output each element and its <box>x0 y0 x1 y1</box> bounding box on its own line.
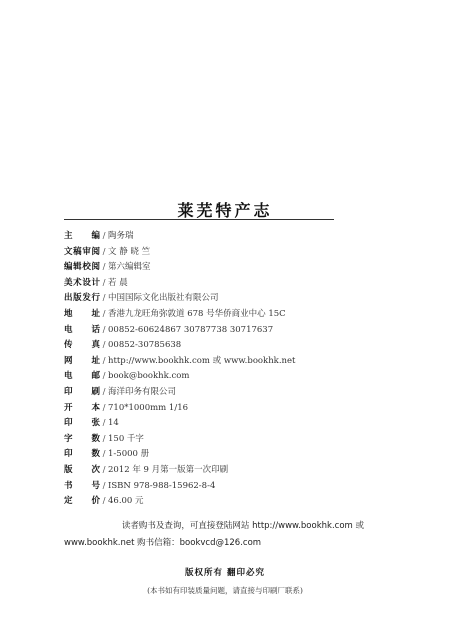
colophon-row <box>64 416 394 432</box>
colophon-row <box>64 494 394 510</box>
colophon-separator: / <box>102 340 106 351</box>
colophon-row <box>64 229 394 245</box>
colophon-label: 版 次 <box>64 464 100 475</box>
colophon-separator: / <box>102 231 106 241</box>
colophon-value: ISBN 978-988-15962-8-4 <box>108 480 216 491</box>
contact-line-2: www.bookhk.net 购书信箱：bookvcd@126.com <box>64 538 262 548</box>
colophon-separator: / <box>102 262 106 273</box>
colophon-row <box>64 291 394 307</box>
colophon-label: 传 真 <box>64 340 100 351</box>
colophon-row <box>64 276 394 292</box>
colophon-value: 00852-30785638 <box>108 340 182 351</box>
colophon-value: 中国国际文化出版社有限公司 <box>108 293 219 304</box>
copyright-notice: 版权所有 翻印必究 <box>185 568 265 578</box>
colophon-separator: / <box>102 355 106 366</box>
colophon-separator: / <box>102 433 106 444</box>
colophon-value: 第六编辑室 <box>108 262 151 273</box>
colophon-separator: / <box>102 418 106 429</box>
colophon-value: book@bookhk.com <box>108 371 190 382</box>
colophon-row <box>64 463 394 479</box>
colophon-separator: / <box>102 449 106 460</box>
book-title: 莱芜特产志 <box>177 201 273 220</box>
colophon-value: 陶务瑞 <box>108 231 134 241</box>
colophon-label: 电 话 <box>64 324 100 335</box>
colophon-value: http://www.bookhk.com 或 www.bookhk.net <box>108 355 296 366</box>
colophon-value: 46.00 元 <box>108 496 144 507</box>
colophon-label: 书 号 <box>64 480 100 491</box>
colophon-separator: / <box>102 293 106 304</box>
colophon-separator: / <box>102 371 106 382</box>
colophon-separator: / <box>102 308 106 319</box>
colophon-list <box>64 229 394 510</box>
printing-notice: (本书如有印装质量问题，请直接与印刷厂联系) <box>147 586 303 595</box>
colophon-separator: / <box>102 480 106 491</box>
colophon-label: 网 址 <box>64 355 100 366</box>
colophon-row <box>64 447 394 463</box>
colophon-label: 电 邮 <box>64 371 100 382</box>
colophon-row <box>64 401 394 417</box>
colophon-value: 香港九龙旺角弥敦道 678 号华侨商业中心 15C <box>108 308 286 319</box>
colophon-row <box>64 260 394 276</box>
colophon-row <box>64 323 394 339</box>
colophon-row <box>64 338 394 354</box>
contact-line-1: 读者购书及查询，可直接登陆网站 http://www.bookhk.com 或 <box>121 521 364 531</box>
colophon-label: 出版发行 <box>64 293 100 304</box>
colophon-separator: / <box>102 324 106 335</box>
colophon-value: 文 静 晓 竺 <box>108 246 151 257</box>
colophon-value: 710*1000mm 1/16 <box>108 402 189 413</box>
colophon-label: 主 编 <box>64 231 100 241</box>
colophon-row <box>64 479 394 495</box>
colophon-separator: / <box>102 246 106 257</box>
colophon-label: 编辑校阅 <box>64 262 100 273</box>
colophon-row <box>64 354 394 370</box>
colophon-value: 14 <box>108 418 119 429</box>
colophon-label: 字 数 <box>64 433 100 444</box>
colophon-value: 若 晨 <box>108 277 128 288</box>
colophon-row <box>64 432 394 448</box>
colophon-value: 1-5000 册 <box>108 449 150 460</box>
colophon-separator: / <box>102 464 106 475</box>
colophon-value: 2012 年 9 月第一版第一次印刷 <box>108 464 229 475</box>
colophon-label: 印 张 <box>64 418 100 429</box>
colophon-label: 美术设计 <box>64 277 100 288</box>
colophon-label: 地 址 <box>64 308 100 319</box>
colophon-value: 00852-60624867 30787738 30717637 <box>108 324 274 335</box>
colophon-value: 150 千字 <box>108 433 144 444</box>
colophon-label: 印 刷 <box>64 386 100 397</box>
colophon-label: 开 本 <box>64 402 100 413</box>
colophon-row <box>64 245 394 261</box>
colophon-separator: / <box>102 386 106 397</box>
colophon-row <box>64 385 394 401</box>
colophon-label: 定 价 <box>64 496 100 507</box>
colophon-separator: / <box>102 277 106 288</box>
colophon-separator: / <box>102 496 106 507</box>
title-divider <box>64 219 334 220</box>
colophon-separator: / <box>102 402 106 413</box>
colophon-label: 印 数 <box>64 449 100 460</box>
colophon-value: 海洋印务有限公司 <box>108 386 177 397</box>
colophon-row <box>64 369 394 385</box>
colophon-row <box>64 307 394 323</box>
colophon-label: 文稿审阅 <box>64 246 100 257</box>
